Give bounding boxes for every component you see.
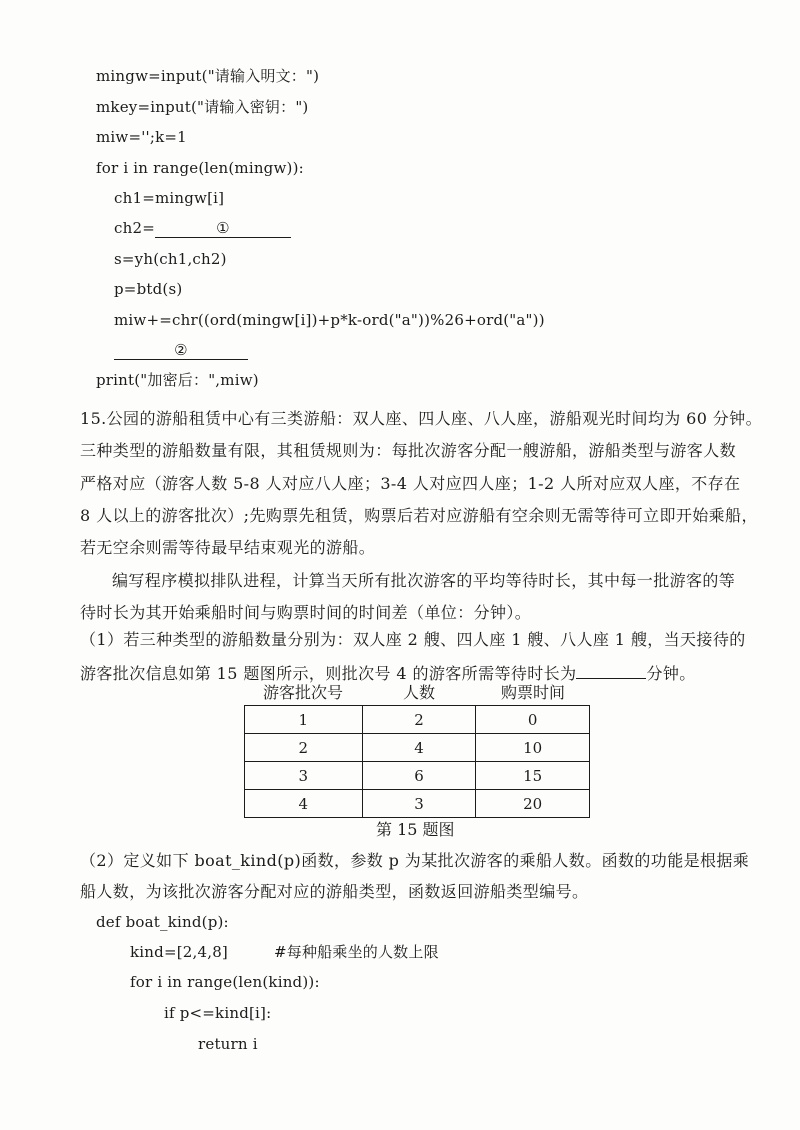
q15-text-line: 8 人以上的游客批次）;先购票先租赁，购票后若对应游船有空余则无需等待可立即开始乘船， [80, 506, 758, 525]
code-comment: #每种船乘坐的人数上限 [274, 943, 439, 961]
answer-blank-1[interactable]: ① [155, 219, 291, 238]
table-cell: 10 [476, 734, 590, 762]
table-row [245, 706, 590, 734]
table-cell: 20 [476, 790, 590, 818]
code-line: if p<=kind[i]: [164, 1004, 272, 1022]
answer-blank-2[interactable]: ② [114, 341, 248, 360]
q15-text-line: 待时长为其开始乘船时间与购票时间的时间差（单位：分钟）。 [80, 603, 532, 622]
table-cell: 4 [362, 734, 476, 762]
code-line: print("加密后：",miw) [96, 371, 259, 389]
column-header: 购票时间 [500, 683, 565, 702]
table-cell: 1 [245, 706, 363, 734]
table-cell: 15 [476, 762, 590, 790]
table-row [245, 734, 590, 762]
q15-sub1-text: 游客批次信息如第 15 题图所示，则批次号 4 的游客所需等待时长为 [80, 664, 577, 683]
table-cell: 2 [245, 734, 363, 762]
q15-sub2-line: 船人数，为该批次游客分配对应的游船类型，函数返回游船类型编号。 [80, 882, 589, 901]
code-line: kind=[2,4,8] [130, 943, 228, 961]
table-caption: 第 15 题图 [376, 820, 455, 839]
table-cell: 6 [362, 762, 476, 790]
table-row [245, 790, 590, 818]
q15-sub1-unit: 分钟。 [646, 664, 696, 683]
batch-table [244, 705, 590, 818]
table-cell: 0 [476, 706, 590, 734]
q15-text-line: 若无空余则需等待最早结束观光的游船。 [80, 538, 376, 557]
code-line: mkey=input("请输入密钥：") [96, 98, 309, 116]
table-row [245, 762, 590, 790]
code-line: mingw=input("请输入明文：") [96, 67, 320, 85]
q15-text-line: 15.公园的游船租赁中心有三类游船：双人座、四人座、八人座，游船观光时间均为 60 分钟。 [80, 409, 762, 428]
code-line: for i in range(len(kind)): [130, 973, 320, 991]
q15-text-line: 三种类型的游船数量有限，其租赁规则为：每批次游客分配一艘游船，游船类型与游客人数 [80, 441, 737, 460]
answer-blank-wait-time[interactable] [576, 660, 646, 679]
column-header: 游客批次号 [262, 683, 343, 702]
code-line: miw='';k=1 [96, 128, 187, 146]
code-line: s=yh(ch1,ch2) [114, 250, 227, 268]
code-line-blank-2 [114, 340, 248, 360]
code-line: ch1=mingw[i] [114, 189, 225, 207]
code-line: for i in range(len(mingw)): [96, 159, 304, 177]
code-line: ch2= [114, 219, 155, 237]
q15-sub2-line: （2）定义如下 boat_kind(p)函数，参数 p 为某批次游客的乘船人数。函数的功能是根据乘 [80, 851, 750, 870]
q15-sub1-line: （1）若三种类型的游船数量分别为：双人座 2 艘、四人座 1 艘、八人座 1 艘，当天接待的 [80, 630, 746, 649]
code-line: miw+=chr((ord(mingw[i])+p*k-ord("a"))%26+ord("a")) [114, 311, 545, 329]
table-cell: 4 [245, 790, 363, 818]
code-line: return i [198, 1035, 258, 1053]
q15-text-line: 严格对应（游客人数 5-8 人对应八人座；3-4 人对应四人座；1-2 人所对应双人座，不存在 [80, 474, 741, 493]
table-cell: 3 [245, 762, 363, 790]
table-cell: 3 [362, 790, 476, 818]
q15-text-line: 编写程序模拟排队进程，计算当天所有批次游客的平均等待时长，其中每一批游客的等 [112, 571, 736, 590]
code-line: p=btd(s) [114, 280, 183, 298]
table-cell: 2 [362, 706, 476, 734]
code-line-blank-1 [114, 218, 291, 238]
code-line: def boat_kind(p): [96, 913, 229, 931]
column-header: 人数 [402, 683, 435, 702]
